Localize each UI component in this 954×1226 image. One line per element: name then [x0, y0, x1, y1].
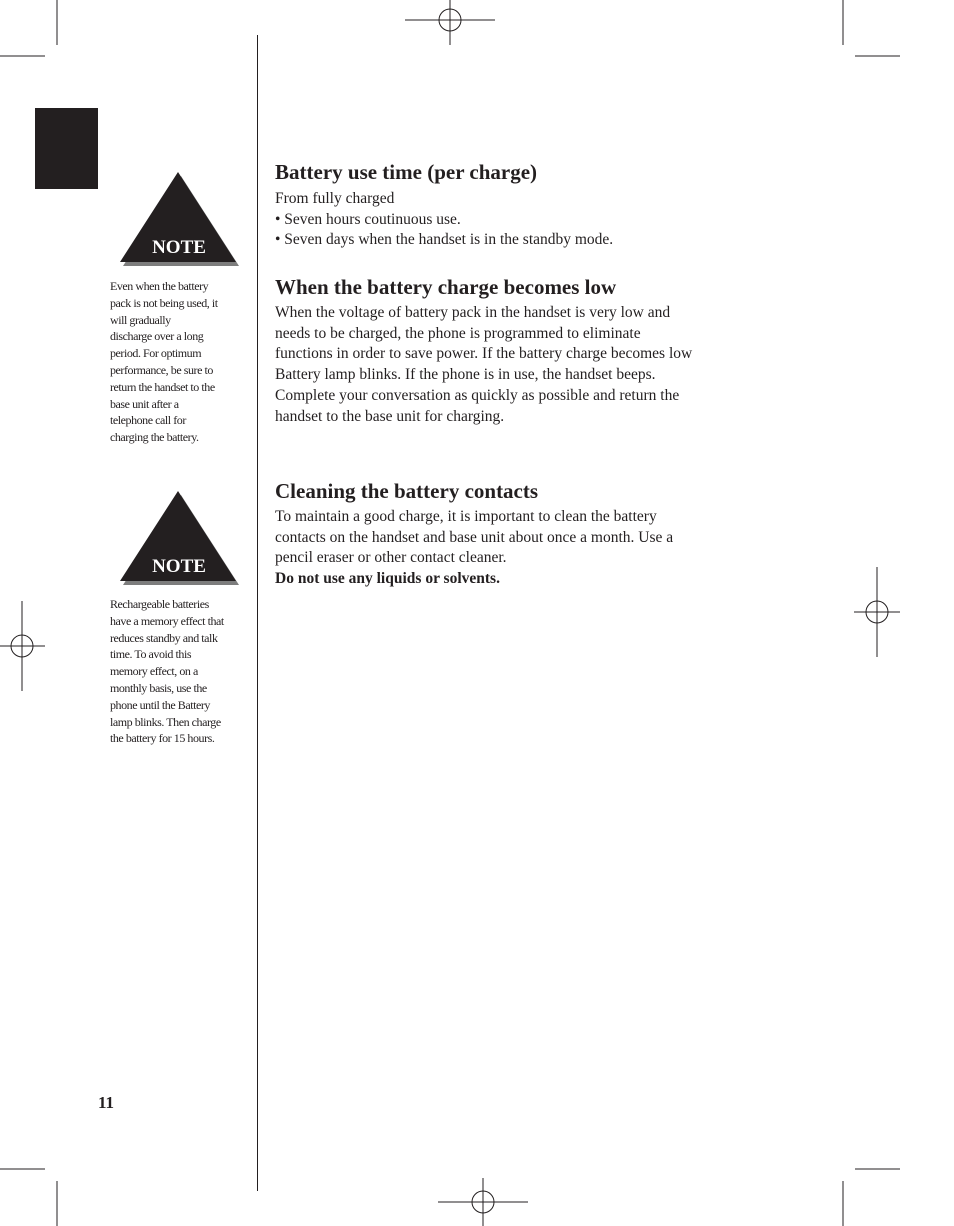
- heading-battery-use-time: Battery use time (per charge): [275, 160, 538, 184]
- registration-mark-bottom: [438, 1178, 528, 1226]
- note-warning-icon: [115, 170, 245, 270]
- body-line: pencil eraser or other contact cleaner.: [275, 549, 507, 567]
- note-label: NOTE: [152, 237, 206, 258]
- body-line: Battery lamp blinks. If the phone is in use, the handset beeps.: [275, 366, 656, 384]
- registration-mark-top: [405, 0, 495, 45]
- registration-mark-left: [0, 601, 45, 691]
- bullet-item: • Seven days when the handset is in the standby mode.: [275, 231, 614, 249]
- column-divider: [257, 35, 258, 1191]
- chapter-tab: [35, 108, 98, 189]
- body-line: Complete your conversation as quickly as possible and return the: [275, 386, 680, 404]
- bullet-item: • Seven hours coutinuous use.: [275, 210, 461, 228]
- body-line: needs to be charged, the phone is programmed to eliminate: [275, 324, 641, 342]
- note-label: NOTE: [152, 556, 206, 577]
- heading-battery-charge-low: When the battery charge becomes low: [275, 275, 617, 299]
- body-line: handset to the base unit for charging.: [275, 407, 505, 425]
- section-body-battery-use-time: [275, 189, 785, 251]
- body-line: From fully charged: [275, 190, 395, 207]
- heading-cleaning-contacts: Cleaning the battery contacts: [275, 479, 539, 503]
- section-body-battery-charge-low: [275, 303, 785, 427]
- section-body-cleaning-contacts: [275, 507, 785, 590]
- body-line: contacts on the handset and base unit about once a month. Use a: [275, 528, 674, 546]
- warning-text: Do not use any liquids or solvents.: [275, 570, 500, 588]
- note-warning-icon: [115, 489, 245, 589]
- page-number: 11: [98, 1093, 115, 1112]
- side-note-1: Even when the battery pack is not being used, it will gradually discharge over a long period. For optimum performance, be sure to return the handset to the base unit after a telephone call for charging the battery.: [110, 279, 218, 445]
- body-line: When the voltage of battery pack in the handset is very low and: [275, 304, 671, 321]
- body-line: functions in order to save power. If the battery charge becomes low: [275, 345, 693, 363]
- registration-mark-right: [854, 567, 900, 657]
- side-note-2: Rechargeable batteries have a memory effect that reduces standby and talk time. To avoid this memory effect, on a monthly basis, use the phone until the Battery lamp blinks. Then charge the battery for 15 hours.: [110, 597, 224, 746]
- body-line: To maintain a good charge, it is important to clean the battery: [275, 508, 657, 525]
